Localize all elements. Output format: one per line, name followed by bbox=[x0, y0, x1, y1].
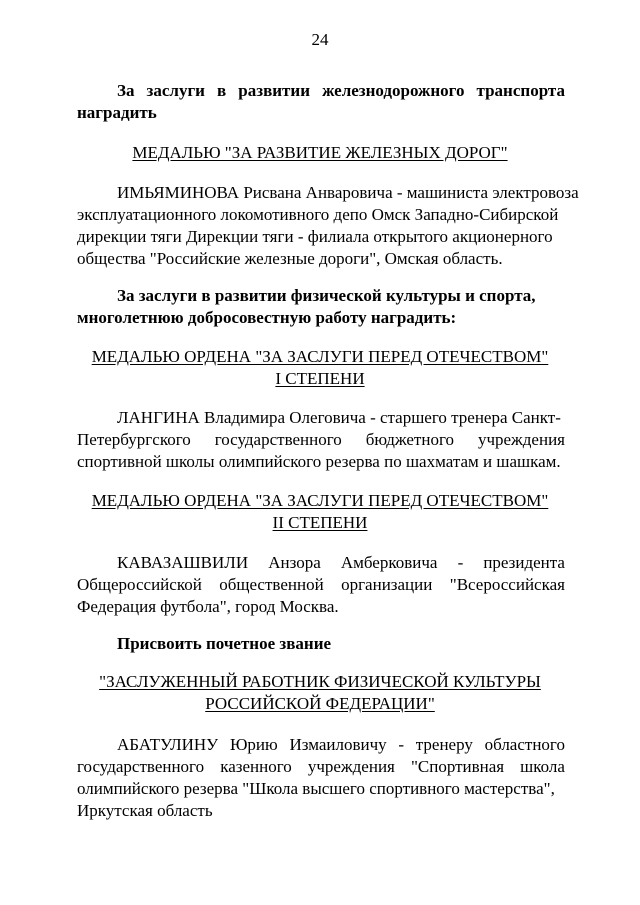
section1-recipient-line2: эксплуатационного локомотивного депо Омск Западно-Сибирской bbox=[77, 205, 559, 224]
word: учреждения bbox=[477, 430, 565, 449]
word: "Всероссийская bbox=[449, 575, 565, 594]
section3-recipient-line3: олимпийского резерва "Школа высшего спортивного мастерства", bbox=[77, 779, 555, 798]
award2-title-line2: II СТЕПЕНИ bbox=[272, 513, 368, 532]
word: заслуги bbox=[146, 81, 205, 100]
word: тренеру bbox=[415, 735, 473, 754]
word: Петербургского bbox=[77, 430, 191, 449]
section1-intro-line2: наградить bbox=[77, 103, 157, 122]
word: Юрию bbox=[229, 735, 278, 754]
section1-intro-line1 bbox=[117, 80, 565, 102]
section3-recipient-line1 bbox=[117, 734, 565, 756]
award-railway-medal: МЕДАЛЬЮ "ЗА РАЗВИТИЕ ЖЕЛЕЗНЫХ ДОРОГ" bbox=[132, 143, 508, 162]
section1-recipient-line4: общества "Российские железные дороги", Омская область. bbox=[77, 249, 503, 268]
section1-recipient-line1: ИМЬЯМИНОВА Рисвана Анваровича - машиниста электровоза bbox=[117, 183, 579, 202]
word: организации bbox=[341, 575, 433, 594]
section1-recipient-line3: дирекции тяги Дирекции тяги - филиала открытого акционерного bbox=[77, 227, 553, 246]
recipient2-line2 bbox=[77, 574, 565, 596]
word: "Спортивная bbox=[410, 757, 505, 776]
word: областного bbox=[484, 735, 565, 754]
recipient1-line2 bbox=[77, 429, 565, 451]
word: КАВАЗАШВИЛИ bbox=[117, 553, 249, 572]
word: За bbox=[117, 81, 135, 100]
word: - bbox=[398, 735, 405, 754]
word: железнодорожного bbox=[322, 81, 465, 100]
word: общественной bbox=[219, 575, 324, 594]
word: президента bbox=[483, 553, 565, 572]
recipient1-line1: ЛАНГИНА Владимира Олеговича - старшего тренера Санкт- bbox=[117, 408, 561, 427]
word: государственного bbox=[214, 430, 342, 449]
section2-intro-line1: За заслуги в развитии физической культуры и спорта, bbox=[117, 286, 536, 305]
word: АБАТУЛИНУ bbox=[117, 735, 219, 754]
award1-title-line1: МЕДАЛЬЮ ОРДЕНА "ЗА ЗАСЛУГИ ПЕРЕД ОТЕЧЕСТВОМ" bbox=[91, 347, 549, 366]
award2-title-line1: МЕДАЛЬЮ ОРДЕНА "ЗА ЗАСЛУГИ ПЕРЕД ОТЕЧЕСТВОМ" bbox=[91, 491, 549, 510]
recipient2-line3: Федерация футбола", город Москва. bbox=[77, 597, 339, 616]
section3-intro: Присвоить почетное звание bbox=[117, 634, 332, 653]
word: казенного bbox=[220, 757, 292, 776]
honorary-title-line1: "ЗАСЛУЖЕННЫЙ РАБОТНИК ФИЗИЧЕСКОЙ КУЛЬТУРЫ bbox=[99, 672, 541, 691]
section3-recipient-line4: Иркутская область bbox=[77, 801, 213, 820]
word: школа bbox=[520, 757, 565, 776]
word: Амберковича bbox=[340, 553, 438, 572]
word: Анзора bbox=[268, 553, 321, 572]
word: учреждения bbox=[307, 757, 395, 776]
word: развитии bbox=[238, 81, 310, 100]
word: Измаиловичу bbox=[289, 735, 387, 754]
page-number: 24 bbox=[311, 30, 329, 49]
section2-intro-line2: многолетнюю добросовестную работу наградить: bbox=[77, 308, 457, 327]
word: государственного bbox=[77, 757, 205, 776]
recipient2-line1 bbox=[117, 552, 565, 574]
word: бюджетного bbox=[365, 430, 455, 449]
award1-title-line2: I СТЕПЕНИ bbox=[275, 369, 365, 388]
recipient1-line3: спортивной школы олимпийского резерва по шахматам и шашкам. bbox=[77, 452, 561, 471]
word: транспорта bbox=[476, 81, 565, 100]
section3-recipient-line2 bbox=[77, 756, 565, 778]
word: - bbox=[457, 553, 464, 572]
word: в bbox=[217, 81, 227, 100]
honorary-title-line2: РОССИЙСКОЙ ФЕДЕРАЦИИ" bbox=[205, 694, 435, 713]
word: Общероссийской bbox=[77, 575, 202, 594]
